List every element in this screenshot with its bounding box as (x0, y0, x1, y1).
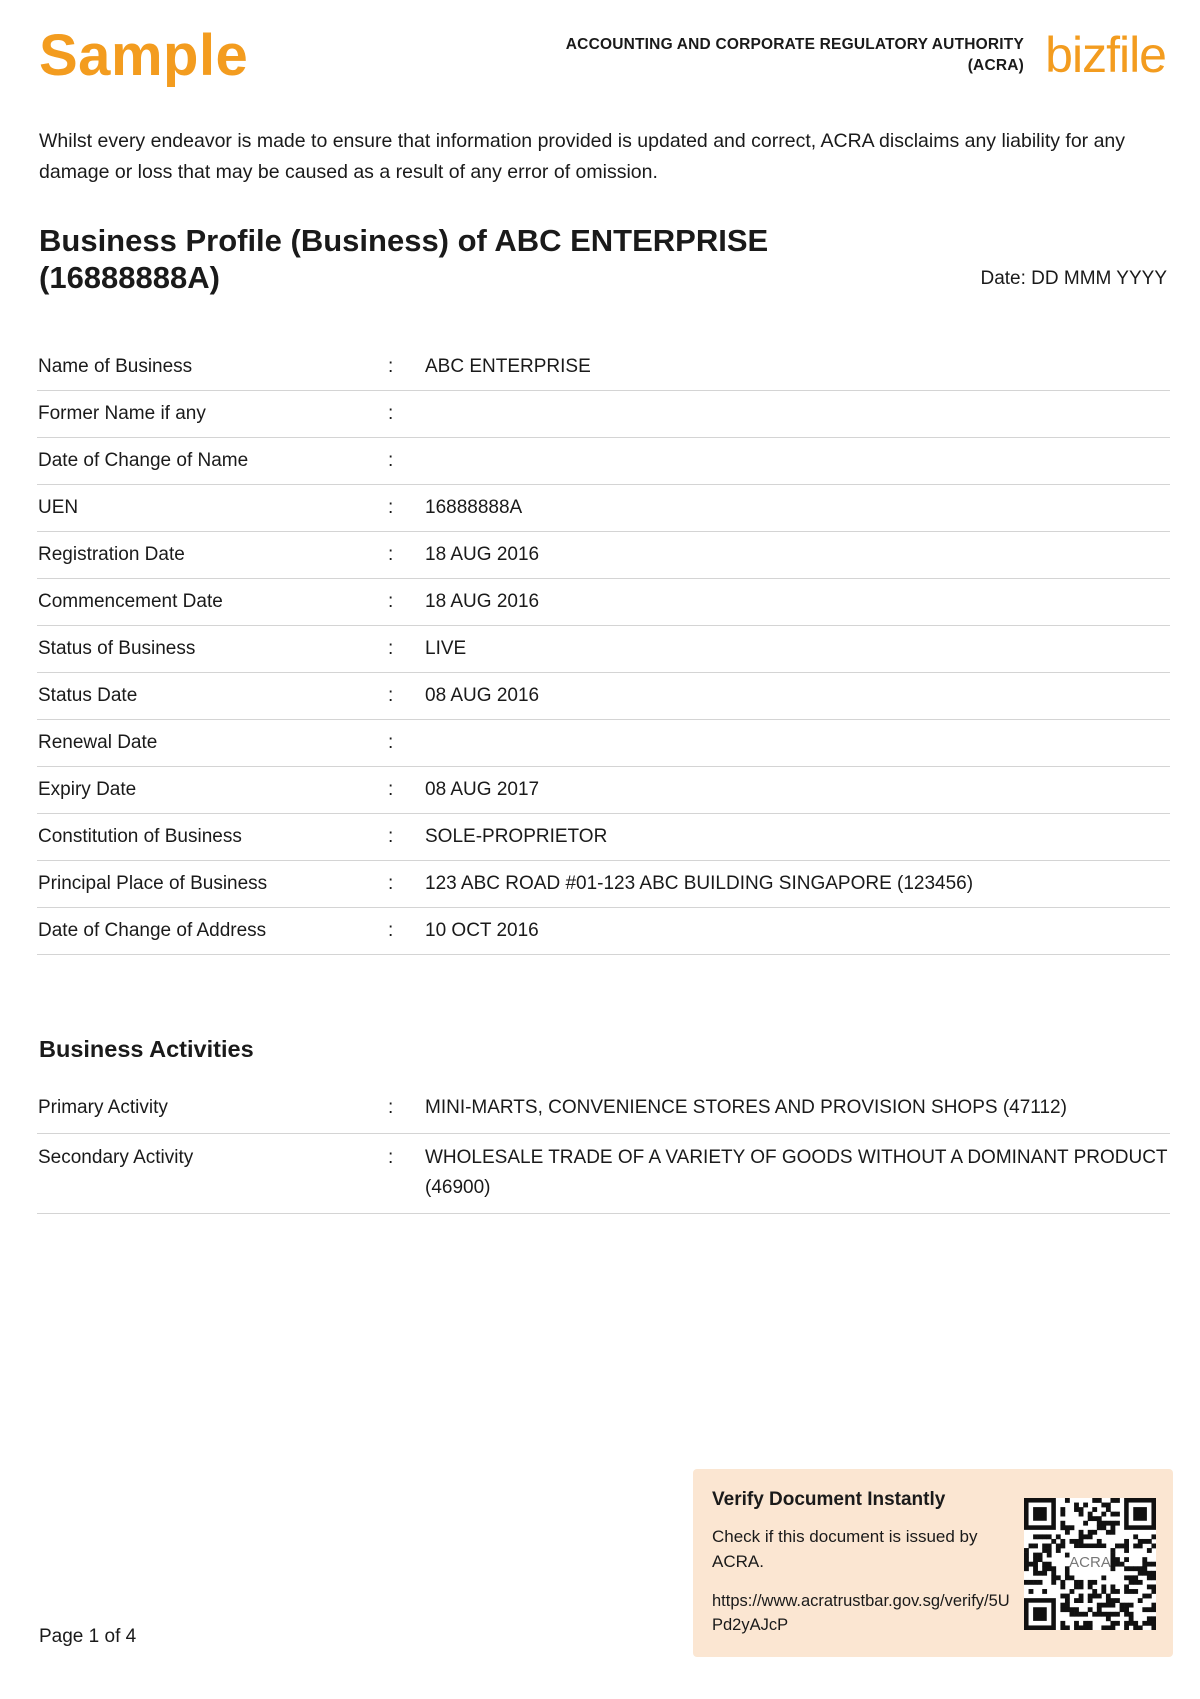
bizfile-logo: bizfile (1045, 27, 1166, 83)
field-label: Status Date (38, 685, 138, 706)
verify-document-panel (693, 1469, 1173, 1657)
verify-title: Verify Document Instantly (712, 1489, 946, 1510)
field-label: Expiry Date (38, 779, 137, 800)
table-row (37, 391, 1170, 438)
field-separator: : (388, 450, 394, 471)
table-row (37, 1084, 1170, 1134)
table-row (37, 673, 1170, 720)
field-value: 123 ABC ROAD #01-123 ABC BUILDING SINGAPORE (123456) (425, 873, 974, 894)
field-value: LIVE (425, 638, 467, 659)
table-row (37, 861, 1170, 908)
disclaimer-text: Whilst every endeavor is made to ensure that information provided is updated and correct, ACRA disclaims any liability for any damage or loss that may be caused as a result of any error of omission. (39, 130, 1126, 183)
authority-line-2: (ACRA) (967, 57, 1024, 74)
field-label: Date of Change of Address (38, 920, 267, 941)
field-separator: : (388, 685, 394, 706)
table-row (37, 579, 1170, 626)
table-row (37, 532, 1170, 579)
field-value: 16888888A (425, 497, 523, 518)
table-row (37, 485, 1170, 532)
field-label: Renewal Date (38, 732, 158, 753)
field-separator: : (388, 638, 394, 659)
verify-url-link[interactable]: https://www.acratrustbar.gov.sg/verify/5UPd2yAJcP (712, 1592, 1010, 1634)
page-title: Business Profile (Business) of ABC ENTERPRISE (16888888A) (39, 223, 769, 295)
field-separator: : (388, 920, 394, 941)
table-row (37, 626, 1170, 673)
field-separator: : (388, 873, 394, 894)
field-separator: : (388, 544, 394, 565)
field-label: Principal Place of Business (38, 873, 268, 894)
field-label: Status of Business (38, 638, 196, 659)
field-label: Secondary Activity (38, 1147, 194, 1168)
document-date: Date: DD MMM YYYY (980, 268, 1167, 289)
page-number: Page 1 of 4 (39, 1626, 137, 1647)
table-row (37, 438, 1170, 485)
field-value: 08 AUG 2017 (425, 779, 540, 800)
field-value: 18 AUG 2016 (425, 591, 540, 612)
verify-description: Check if this document is issued by ACRA. (712, 1527, 978, 1571)
field-label: Constitution of Business (38, 826, 242, 847)
field-label: Date of Change of Name (38, 450, 249, 471)
field-label: Commencement Date (38, 591, 223, 612)
table-row (37, 1134, 1170, 1214)
field-separator: : (388, 403, 394, 424)
qr-code-icon[interactable] (1024, 1498, 1156, 1630)
field-label: Former Name if any (38, 403, 206, 424)
field-label: Name of Business (38, 356, 193, 377)
field-separator: : (388, 732, 394, 753)
field-separator: : (388, 1097, 394, 1118)
table-row (37, 908, 1170, 955)
field-label: UEN (38, 497, 79, 518)
field-value: 08 AUG 2016 (425, 685, 540, 706)
field-separator: : (388, 356, 394, 377)
section-title-business-activities: Business Activities (39, 1036, 254, 1062)
field-separator: : (388, 1147, 394, 1168)
field-value: ABC ENTERPRISE (425, 356, 591, 377)
table-row (37, 767, 1170, 814)
field-label: Primary Activity (38, 1097, 168, 1118)
qr-center-label: ACRA (1069, 1554, 1111, 1572)
sample-watermark: Sample (39, 23, 249, 88)
field-value: 18 AUG 2016 (425, 544, 540, 565)
field-separator: : (388, 779, 394, 800)
business-activities-table (37, 1084, 1170, 1214)
table-row (37, 720, 1170, 767)
field-value: MINI-MARTS, CONVENIENCE STORES AND PROVISION SHOPS (47112) (425, 1097, 1067, 1118)
field-label: Registration Date (38, 544, 185, 565)
field-separator: : (388, 497, 394, 518)
business-profile-table (37, 344, 1170, 955)
field-value: 10 OCT 2016 (425, 920, 539, 941)
authority-name (566, 34, 1024, 76)
field-value: WHOLESALE TRADE OF A VARIETY OF GOODS WITHOUT A DOMINANT PRODUCT (46900) (425, 1147, 1168, 1198)
table-row (37, 344, 1170, 391)
authority-line-1: ACCOUNTING AND CORPORATE REGULATORY AUTHORITY (565, 36, 1024, 53)
field-separator: : (388, 591, 394, 612)
table-row (37, 814, 1170, 861)
field-value: SOLE-PROPRIETOR (425, 826, 608, 847)
field-separator: : (388, 826, 394, 847)
